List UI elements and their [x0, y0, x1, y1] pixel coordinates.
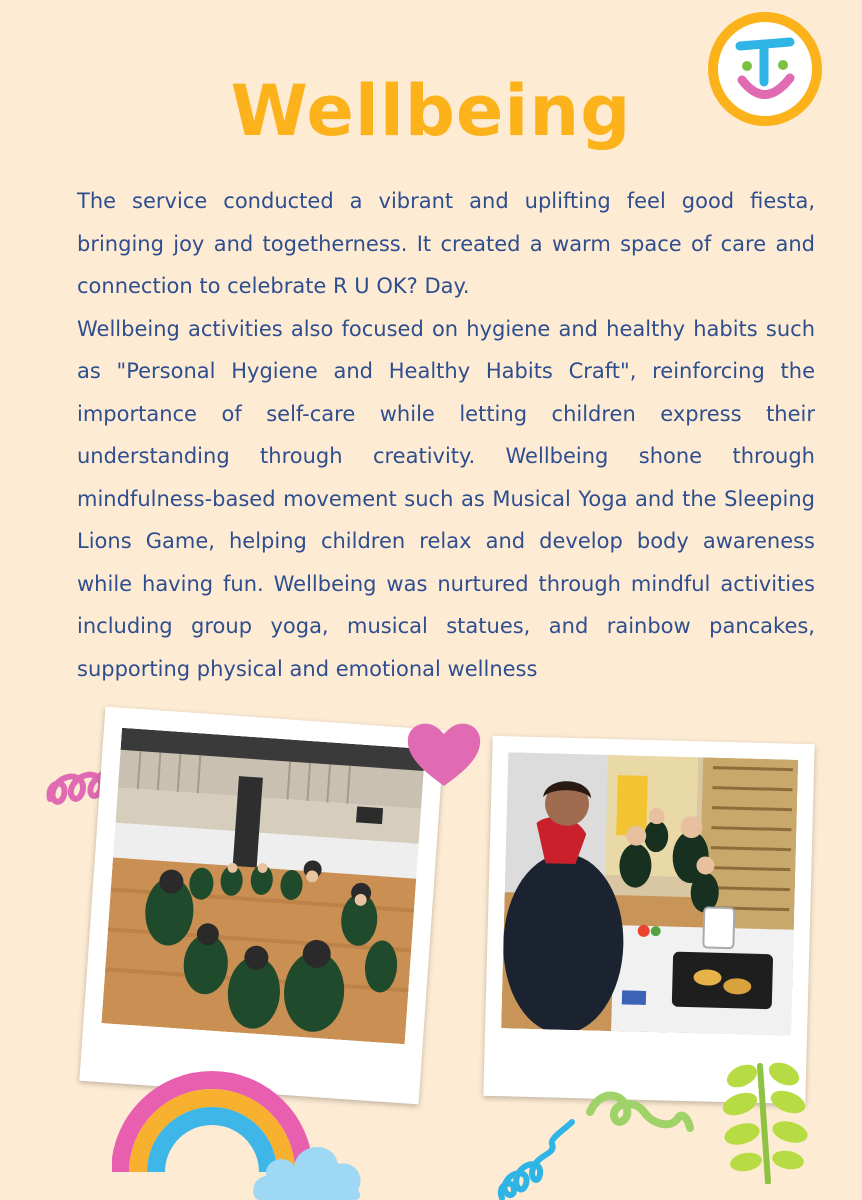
green-plant-icon: [722, 1058, 808, 1184]
heart-icon: [404, 716, 484, 788]
polaroid-frame-left: [79, 707, 444, 1105]
paragraph-2: Wellbeing activities also focused on hygiene and healthy habits such as "Personal Hygiene and Healthy Habits Craft", reinforcing the importance of self-care while letting children express their understanding through creativity. Wellbeing shone through mindfulness-based movement such as Musical Yoga and the Sleeping Lions Game, helping children relax and develop body awareness while having fun. Wellbeing was nurtured through mindful activities including group yoga, musical statues, and rainbow pancakes, supporting physical and emotional wellness: [77, 316, 815, 681]
group-yoga-photo: [101, 728, 425, 1044]
body-text: [77, 180, 815, 690]
rainbow-pancakes-photo: [501, 752, 798, 1035]
polaroid-frame-right: [483, 736, 814, 1104]
green-squiggle-icon: [586, 1088, 696, 1140]
paragraph-1: The service conducted a vibrant and uplifting feel good fiesta, bringing joy and togetherness. It created a warm space of care and connection to celebrate R U OK? Day.: [77, 189, 815, 298]
page-title: Wellbeing: [230, 70, 632, 152]
blue-squiggle-icon: [494, 1114, 576, 1200]
cloud-icon: [250, 1126, 366, 1200]
